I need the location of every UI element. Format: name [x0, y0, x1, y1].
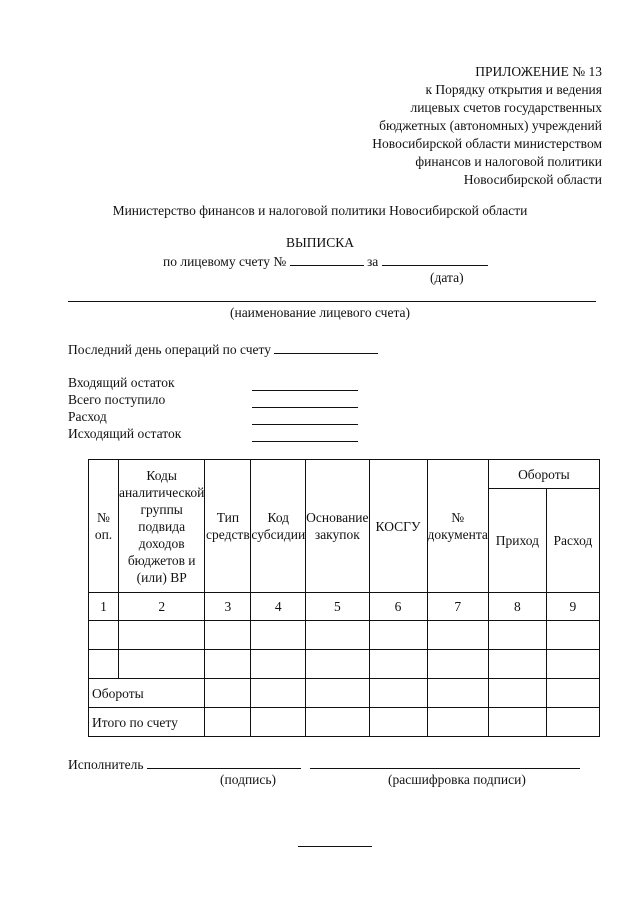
table-cell[interactable]	[205, 650, 251, 679]
operations-table	[88, 459, 600, 737]
balance-row-outgoing	[68, 425, 358, 442]
appendix-line: лицевых счетов государственных	[410, 100, 602, 115]
balance-label: Всего поступило	[68, 392, 166, 407]
table-cell[interactable]	[251, 679, 306, 708]
column-number: 3	[205, 593, 251, 621]
document-title: ВЫПИСКА	[285, 235, 355, 250]
account-name-note: (наименование лицевого счета)	[229, 305, 411, 320]
table-row	[89, 650, 600, 679]
balance-label: Входящий остаток	[68, 375, 175, 390]
table-cell[interactable]	[306, 679, 369, 708]
table-cell[interactable]	[427, 708, 488, 737]
table-cell[interactable]	[251, 708, 306, 737]
table-cell[interactable]	[546, 679, 599, 708]
appendix-line: Новосибирской области	[463, 172, 602, 187]
appendix-line: Новосибирской области министерством	[372, 136, 602, 151]
account-number-label: по лицевому счету №	[163, 254, 287, 269]
balances-block	[68, 374, 358, 442]
column-number: 6	[369, 593, 427, 621]
last-operation-day-line	[68, 340, 378, 358]
column-number: 1	[89, 593, 119, 621]
table-cell[interactable]	[251, 621, 306, 650]
table-cell[interactable]	[369, 708, 427, 737]
last-operation-day-field[interactable]	[274, 340, 378, 354]
total-received-field[interactable]	[252, 394, 358, 408]
date-for-label: за	[366, 254, 379, 269]
header-op-number: № оп.	[89, 460, 119, 593]
footnote-divider	[298, 846, 372, 847]
table-cell[interactable]	[205, 621, 251, 650]
date-note: (дата)	[430, 270, 464, 285]
column-numbers-row	[89, 593, 600, 621]
table-cell[interactable]	[369, 679, 427, 708]
signature-field[interactable]	[187, 755, 301, 769]
outgoing-balance-field[interactable]	[252, 428, 358, 442]
column-number: 9	[546, 593, 599, 621]
turnover-label: Обороты	[89, 679, 205, 708]
table-cell[interactable]	[488, 621, 546, 650]
executor-label: Исполнитель	[68, 757, 144, 772]
last-operation-day-label: Последний день операций по счету	[68, 342, 271, 357]
date-field[interactable]	[382, 252, 488, 266]
table-row	[89, 621, 600, 650]
appendix-title: ПРИЛОЖЕНИЕ № 13	[475, 64, 602, 79]
header-document-number: № документа	[427, 460, 488, 593]
table-cell[interactable]	[119, 650, 205, 679]
table-cell[interactable]	[306, 708, 369, 737]
header-turnover: Обороты	[488, 460, 599, 489]
table-cell[interactable]	[306, 650, 369, 679]
balance-row-received	[68, 391, 358, 408]
appendix-line: финансов и налоговой политики	[415, 154, 602, 169]
table-cell[interactable]	[546, 650, 599, 679]
header-subsidy-code: Код субсидии	[251, 460, 306, 593]
table-cell[interactable]	[488, 650, 546, 679]
account-total-row	[89, 708, 600, 737]
ministry-name: Министерство финансов и налоговой политики Новосибирской области	[112, 203, 528, 218]
turnover-total-row	[89, 679, 600, 708]
account-total-label: Итого по счету	[89, 708, 205, 737]
incoming-balance-field[interactable]	[252, 377, 358, 391]
table-cell[interactable]	[546, 621, 599, 650]
header-income: Приход	[488, 489, 546, 593]
column-number: 5	[306, 593, 369, 621]
table-cell[interactable]	[205, 708, 251, 737]
appendix-block	[372, 63, 602, 189]
expense-field[interactable]	[252, 411, 358, 425]
table-cell[interactable]	[119, 621, 205, 650]
column-number: 2	[119, 593, 205, 621]
executor-position-field[interactable]	[147, 755, 187, 769]
balance-label: Расход	[68, 409, 107, 424]
table-cell[interactable]	[488, 708, 546, 737]
column-number: 4	[251, 593, 306, 621]
table-cell[interactable]	[89, 650, 119, 679]
account-number-field[interactable]	[290, 252, 364, 266]
appendix-line: к Порядку открытия и ведения	[425, 82, 602, 97]
column-number: 8	[488, 593, 546, 621]
table-cell[interactable]	[89, 621, 119, 650]
table-cell[interactable]	[369, 650, 427, 679]
signature-decode-note: (расшифровка подписи)	[388, 772, 526, 787]
balance-label: Исходящий остаток	[68, 426, 182, 441]
balance-row-expense	[68, 408, 358, 425]
column-number: 7	[427, 593, 488, 621]
table-cell[interactable]	[369, 621, 427, 650]
appendix-line: бюджетных (автономных) учреждений	[379, 118, 602, 133]
signature-line	[68, 755, 580, 773]
balance-row-incoming	[68, 374, 358, 391]
table-cell[interactable]	[306, 621, 369, 650]
table-cell[interactable]	[488, 679, 546, 708]
header-fund-type: Тип средств	[205, 460, 251, 593]
signature-note: (подпись)	[220, 772, 277, 787]
table-cell[interactable]	[427, 621, 488, 650]
header-procurement-basis: Основание закупок	[306, 460, 369, 593]
header-expense: Расход	[546, 489, 599, 593]
account-name-field[interactable]	[68, 301, 596, 302]
account-number-line	[163, 252, 488, 270]
header-kosgu: КОСГУ	[369, 460, 427, 593]
signature-decode-field[interactable]	[310, 755, 580, 769]
header-analytic-codes: Коды аналитической группы подвида доходов бюджетов и (или) ВР	[119, 460, 205, 593]
table-cell[interactable]	[251, 650, 306, 679]
table-cell[interactable]	[205, 679, 251, 708]
table-cell[interactable]	[427, 650, 488, 679]
table-cell[interactable]	[546, 708, 599, 737]
table-cell[interactable]	[427, 679, 488, 708]
